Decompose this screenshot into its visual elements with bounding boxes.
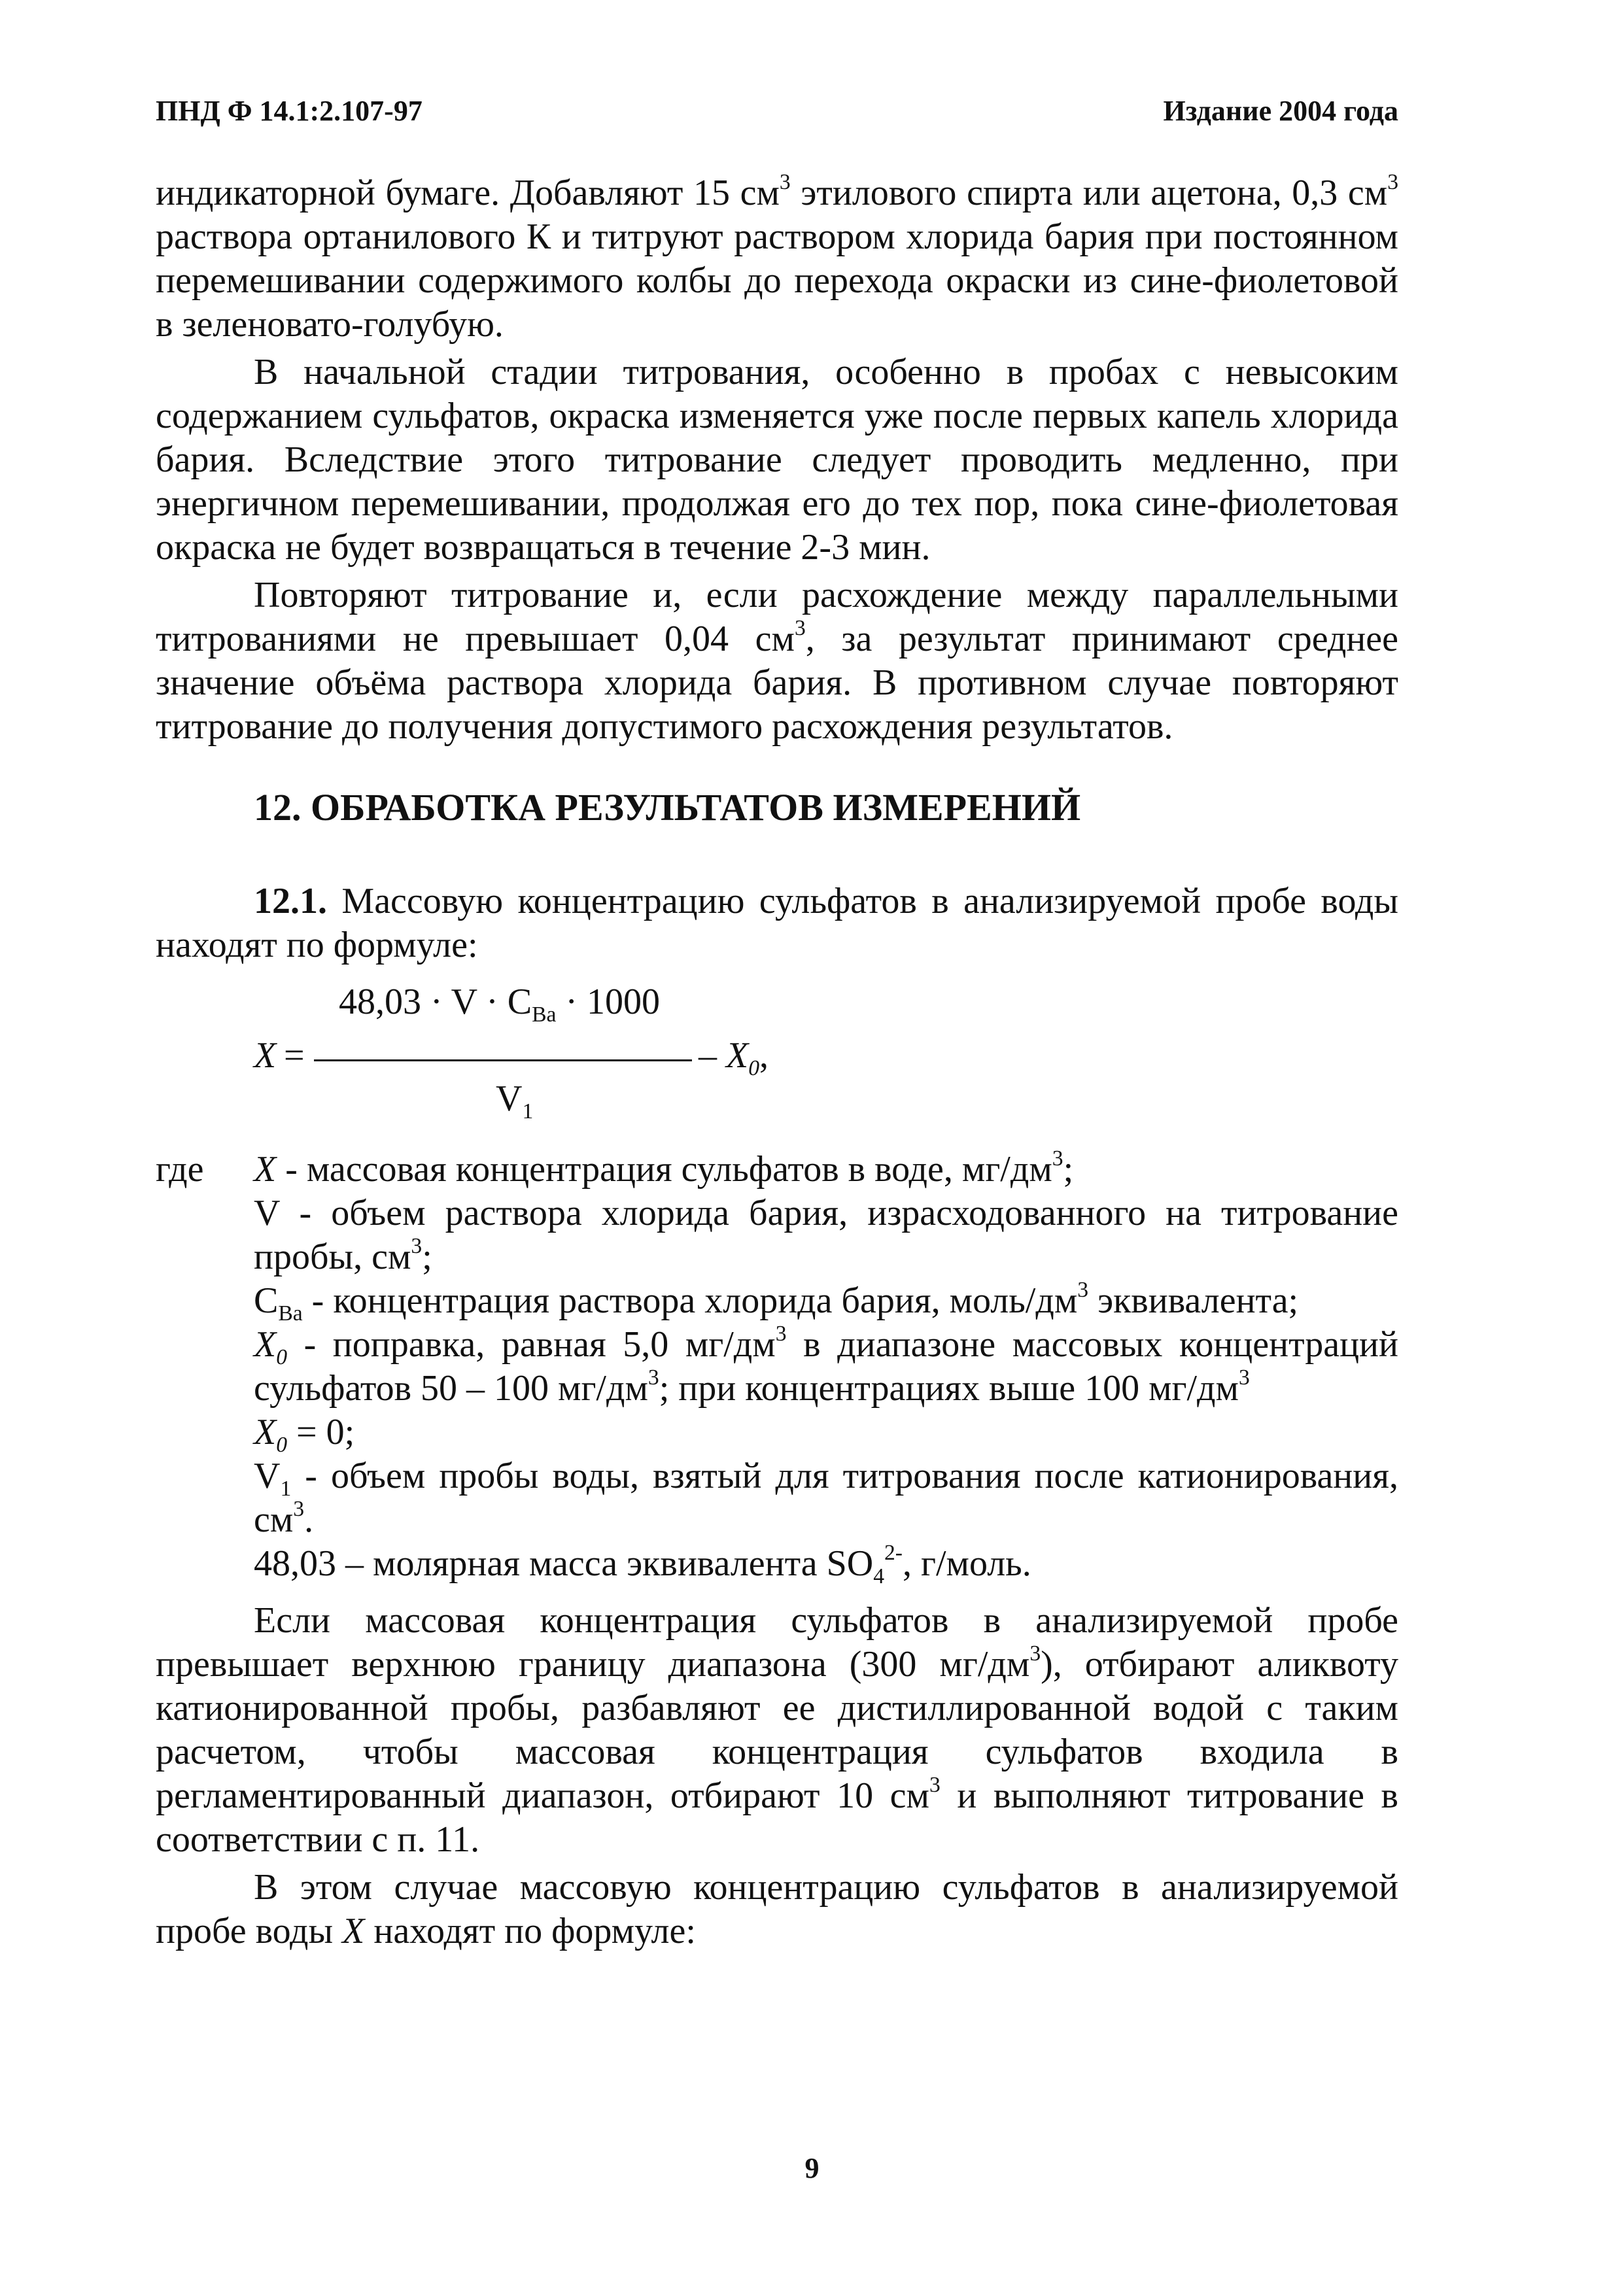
body-text-bottom <box>156 1599 1398 1953</box>
clause-number: 12.1. <box>254 881 327 921</box>
edition-label: Издание 2004 года <box>1163 95 1398 127</box>
fraction-bar <box>314 1059 692 1061</box>
definition-x: X - массовая концентрация сульфатов в воде, $мг/дм^3$; <box>254 1146 1074 1190</box>
formula-numerator: $48,03 \cdot V \cdot C_{Ba} \cdot 1000$ <box>339 982 661 1027</box>
paragraph-3: Повторяют титрование и, если расхождение между параллельными титрованиями не превышает 0,04 $см^3$, за результат принимают среднее значение объёма раствора хлорида бария. В противном случае повторяют титрование до получения допустимого расхождения результатов. <box>156 575 1398 747</box>
paragraph-5: В этом случае массовую концентрацию сульфатов в анализируемой пробе воды X находят по формуле: <box>156 1867 1398 1951</box>
definitions-list <box>254 1148 1398 1586</box>
formula-denominator: $V_1$ <box>496 1078 534 1123</box>
paragraph-1: индикаторной бумаге. Добавляют 15 $см^3$ этилового спирта или ацетона, 0,3 $см^3$ раствора ортанилового К и титруют раствором хлорида бария при постоянном перемешивании содержимого колбы до перехода окраски из сине-фиолетовой в зеленовато-голубую. <box>156 170 1398 345</box>
formula-correction: – $X_0$, <box>699 1035 769 1080</box>
clause-12-1 <box>156 880 1398 967</box>
body-text-top <box>156 171 1398 749</box>
formula-equals: = <box>284 1035 305 1076</box>
page-number: 9 <box>804 2152 820 2184</box>
formula-main <box>254 981 842 1131</box>
document-code: ПНД Ф 14.1:2.107-97 <box>156 95 423 127</box>
definition-cba: $C_{Ba}$ - концентрация раствора хлорида бария, моль/$дм^3$ эквивалента; <box>254 1278 1299 1326</box>
definition-x0: $X_0$ - поправка, равная 5,0 $мг/дм^3$ в диапазоне массовых концентраций сульфатов 50 – 100 $мг/дм^3$; при концентрациях выше 100 $мг/дм^3$ <box>254 1322 1398 1409</box>
clause-text: Массовую концентрацию сульфатов в анализируемой пробе воды находят по формуле: <box>156 881 1398 965</box>
where-label: где <box>156 1149 204 1190</box>
definition-molar-mass: 48,03 – молярная масса эквивалента $SO_4^{2-}$, г/моль. <box>254 1541 1031 1588</box>
paragraph-4: Если массовая концентрация сульфатов в анализируемой пробе превышает верхнюю границу диапазона (300 $мг/дм^3$), отбирают аликвоту катионированной пробы, разбавляют ее дистиллированной водой с таким расчетом, чтобы массовая концентрация сульфатов входила в регламентированный диапазон, отбирают 10 $см^3$ и выполняют титрование в соответствии с п. 11. <box>156 1600 1398 1860</box>
section-heading: 12. ОБРАБОТКА РЕЗУЛЬТАТОВ ИЗМЕРЕНИЙ <box>254 786 1081 829</box>
definition-v: V - объем раствора хлорида бария, израсходованного на титрование пробы, $см^3$; <box>254 1193 1398 1277</box>
paragraph-2: В начальной стадии титрования, особенно в пробах с невысоким содержанием сульфатов, окраска изменяется уже после первых капель хлорида бария. Вследствие этого титрование следует проводить медленно, при энергичном перемешивании, продолжая его до тех пор, пока сине-фиолетовая окраска не будет возвращаться в течение 2-3 мин. <box>156 352 1398 568</box>
formula-lhs: X <box>254 1035 277 1076</box>
definition-x0-zero: $X_0 = 0$; <box>254 1412 355 1457</box>
definition-v1: $V_1$ - объем пробы воды, взятый для титрования после катионирования, $см^3$. <box>254 1456 1398 1540</box>
